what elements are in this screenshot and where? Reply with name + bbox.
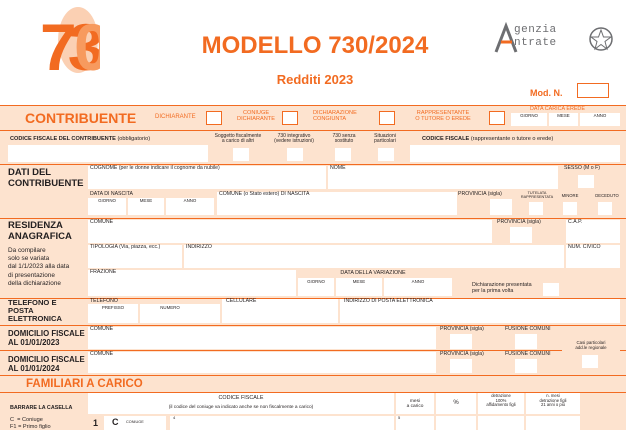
prima-volta-line2: per la prima volta (472, 288, 514, 294)
f1-legend: F1 = Primo figlio (10, 424, 51, 430)
detrazione-line3: affidamento figli (486, 402, 516, 408)
tutelata-line1: TUTELATA (527, 191, 547, 195)
domicilio-2023-title (8, 329, 85, 347)
prima-volta-field[interactable] (543, 283, 559, 296)
situazioni-line1: Situazioni (374, 133, 396, 139)
situazioni-line2: particolari (374, 138, 396, 145)
integrativo-field[interactable] (287, 148, 303, 161)
provincia-nascita-field[interactable] (490, 199, 512, 215)
integrativo-line2: (vedere istruzioni) (274, 138, 314, 145)
contribuente-title: CONTRIBUENTE (25, 110, 137, 126)
rappresentante-line1: RAPPRESENTANTE (416, 110, 470, 116)
c-legend: C = Coniuge (10, 417, 43, 423)
row-col5: 5 (398, 415, 401, 420)
agenzia-name-line2: ntrate (514, 37, 557, 49)
rappresentante-checkbox[interactable] (489, 111, 505, 125)
telefono-title (8, 299, 62, 323)
domicilio-2024-comune-field[interactable] (88, 352, 436, 373)
mesi-line1: mesi (409, 399, 421, 404)
senza-line1: 730 senza (332, 133, 356, 139)
coniuge-line1: CONIUGE (242, 110, 270, 116)
codice-fiscale-label (10, 136, 150, 142)
situazioni-particolari-label (362, 134, 408, 145)
variazione-anno-label: ANNO (411, 279, 425, 284)
residenza-note (8, 247, 69, 288)
provincia-nascita-label: PROVINCIA (sigla) (458, 191, 502, 197)
situazioni-particolari-field[interactable] (378, 148, 394, 161)
variazione-giorno-label: GIORNO (307, 279, 325, 284)
comune-nascita-label: COMUNE (o Stato estero) DI NASCITA (219, 191, 310, 197)
data-nascita-label: DATA DI NASCITA (90, 191, 133, 197)
senza-sostituto-label (322, 134, 366, 145)
residenza-provincia-label: PROVINCIA (sigla) (497, 219, 541, 225)
prima-volta-line1: Dichiarazione presentata (472, 282, 532, 288)
barrare-label: BARRARE LA CASELLA (10, 405, 73, 411)
domicilio-2024-line2: AL 01/01/2024 (8, 364, 60, 373)
tutelata-label (514, 191, 560, 199)
residenza-note-line4: di presentazione (8, 271, 55, 279)
data-carica-giorno-label: GIORNO (520, 113, 538, 118)
percent-header: % (453, 400, 459, 406)
row-number: 1 (93, 418, 99, 428)
nascita-giorno-label: GIORNO (98, 198, 116, 203)
cf-rappresentante-field[interactable] (410, 145, 620, 162)
domicilio-2023-fusione-label: FUSIONE COMUNI (505, 326, 551, 332)
familiari-title: FAMILIARI A CARICO (26, 378, 143, 390)
numero-label: NUMERO (160, 305, 180, 310)
dichiarazione-line1: DICHIARAZIONE (313, 110, 357, 116)
logo-730 (38, 2, 100, 78)
soggetto-label (208, 134, 268, 145)
dati-title-line1: DATI DEL (8, 167, 52, 178)
residenza-cap-label: C.A.P. (568, 219, 583, 225)
svg-text:73: 73 (40, 10, 96, 78)
domicilio-2023-line2: AL 01/01/2023 (8, 338, 60, 347)
dati-title-line2: CONTRIBUENTE (8, 177, 84, 189)
row-percent-field[interactable] (436, 416, 476, 430)
senza-line2: sostituto (334, 138, 354, 145)
deceduto-label: DECEDUTO (595, 193, 619, 198)
prima-volta-label (472, 282, 532, 294)
residenza-note-line5: della dichiarazione (8, 279, 61, 287)
residenza-comune-field[interactable] (88, 220, 492, 243)
domicilio-2024-provincia-label: PROVINCIA (sigla) (440, 351, 484, 357)
residenza-title (8, 221, 72, 242)
row-code: C (112, 417, 119, 427)
domicilio-2023-fusione-field[interactable] (515, 334, 537, 349)
domicilio-2024-title (8, 355, 85, 373)
residenza-note-line3: dal 1/1/2023 alla data (8, 263, 70, 271)
data-carica-anno-label: ANNO (593, 113, 607, 118)
residenza-note-line1: Da compilare (8, 247, 46, 254)
nome-label: NOME (330, 165, 346, 171)
nascita-mese-label: MESE (139, 198, 153, 203)
row-cf-field[interactable] (170, 416, 394, 430)
telefono-title-line2: POSTA (8, 306, 34, 315)
domicilio-2024-fusione-label: FUSIONE COMUNI (505, 351, 551, 357)
domicilio-2023-comune-label: COMUNE (90, 326, 114, 332)
agenzia-logo (494, 22, 624, 56)
telefono-label: TELEFONO (90, 298, 118, 304)
residenza-comune-label: COMUNE (90, 219, 114, 225)
num-civico-label: NUM. CIVICO (568, 244, 601, 250)
variazione-mese-label: MESE (352, 279, 366, 284)
telefono-title-line3: ELETTRONICA (8, 314, 62, 323)
integrativo-line1: 730 integrativo (277, 133, 311, 139)
cf-rappresentante-note: (rappresentante o tutore o erede) (470, 136, 554, 142)
residenza-note-line2: solo se variata (8, 255, 50, 263)
nmesi-line1: n. mesi (546, 393, 560, 398)
mesi-header (396, 399, 434, 410)
posta-label: INDIRIZZO DI POSTA ELETTRONICA (344, 298, 433, 304)
row-detrazione-field[interactable] (478, 416, 524, 430)
agenzia-name-line1: genzia (514, 24, 557, 36)
dichiarazione-congiunta-label (313, 110, 373, 123)
mod-n-label: Mod. N. (530, 88, 563, 98)
page-subtitle: Redditi 2023 (276, 72, 354, 87)
mesi-line2: a carico (406, 404, 424, 410)
svg-text:0: 0 (74, 10, 100, 78)
cf-header-note: (il codice del coniuge va indicato anche se non fiscalmente a carico) (168, 405, 314, 410)
obbligatorio-text: (obbligatorio) (117, 136, 151, 142)
prefisso-label: PREFISSO (101, 305, 125, 310)
detrazione-line2: 100% (495, 397, 507, 403)
soggetto-line1: Soggetto fiscalmente (214, 133, 262, 139)
rappresentante-label (408, 110, 478, 123)
sesso-field[interactable] (578, 175, 594, 188)
casi-particolari-field[interactable] (582, 355, 598, 368)
coniuge-label (236, 110, 276, 123)
codice-fiscale-label-text: CODICE FISCALE DEL CONTRIBUENTE (10, 136, 116, 142)
cf-header-label: CODICE FISCALE (218, 395, 264, 401)
tutelata-line2: RAPPRESENTATA (520, 195, 554, 200)
dichiarante-checkbox[interactable] (206, 111, 222, 125)
mod-n-field[interactable] (577, 83, 609, 98)
residenza-provincia-field[interactable] (510, 227, 532, 243)
casi-line2: add.le regionale (575, 344, 607, 350)
sesso-label: SESSO (M o F) (564, 165, 601, 171)
soggetto-field[interactable] (233, 148, 249, 161)
soggetto-line2: a carico di altri (221, 138, 255, 145)
domicilio-2023-line1: DOMICILIO FISCALE (8, 329, 85, 338)
domicilio-2023-provincia-label: PROVINCIA (sigla) (440, 326, 484, 332)
domicilio-2023-comune-field[interactable] (88, 327, 436, 349)
codice-fiscale-field[interactable] (8, 145, 208, 162)
detrazione-line1: detrazione (491, 393, 511, 398)
data-carica-erede-label: DATA CARICA EREDE (530, 106, 585, 112)
coniuge-line2: DICHIARANTE (237, 116, 275, 123)
domicilio-2024-provincia-field[interactable] (450, 359, 472, 373)
nmesi-header (526, 394, 580, 408)
nmesi-line3: 21 anni o più (541, 402, 565, 408)
detrazione-header (478, 394, 524, 408)
nome-field[interactable] (328, 166, 558, 189)
tipologia-label: TIPOLOGIA (Via, piazza, ecc.) (90, 244, 161, 250)
tutelata-field[interactable] (529, 202, 543, 215)
data-variazione-label: DATA DELLA VARIAZIONE (340, 270, 406, 276)
frazione-field[interactable] (88, 270, 296, 296)
domicilio-2024-fusione-field[interactable] (515, 359, 537, 373)
dichiarante-label: DICHIARANTE (155, 114, 196, 120)
data-carica-mese-label: MESE (557, 113, 570, 118)
rappresentante-line2: O TUTORE O EREDE (415, 116, 471, 123)
residenza-title-line2: ANAGRAFICA (8, 230, 72, 242)
minore-label: MINORE (561, 193, 579, 198)
telefono-title-line1: TELEFONO E (8, 298, 57, 307)
residenza-title-line1: RESIDENZA (8, 220, 63, 231)
nmesi-line2: detrazione figli (539, 397, 567, 403)
row-code-label: CONIUGE (126, 420, 144, 424)
page-title: MODELLO 730/2024 (201, 32, 429, 59)
emblem-icon (588, 24, 614, 54)
casi-particolari-label (564, 341, 618, 351)
domicilio-2024-line1: DOMICILIO FISCALE (8, 355, 85, 364)
cf-rappresentante-label (422, 136, 553, 142)
cellulare-label: CELLULARE (226, 298, 257, 304)
casi-line1: Casi particolari (576, 340, 606, 345)
nascita-anno-label: ANNO (183, 198, 197, 203)
deceduto-field[interactable] (598, 202, 612, 215)
dichiarazione-congiunta-checkbox[interactable] (379, 111, 395, 125)
indirizzo-field[interactable] (184, 245, 564, 268)
indirizzo-label: INDIRIZZO (186, 244, 212, 250)
minore-field[interactable] (563, 202, 577, 215)
coniuge-checkbox[interactable] (282, 111, 298, 125)
frazione-label: FRAZIONE (90, 269, 117, 275)
dichiarazione-line2: CONGIUNTA (313, 116, 347, 123)
cf-rappresentante-text: CODICE FISCALE (422, 136, 470, 142)
dati-title (8, 168, 83, 189)
row-nmesi-field[interactable] (526, 416, 580, 430)
domicilio-2023-provincia-field[interactable] (450, 334, 472, 349)
row-col4: 4 (173, 415, 176, 420)
cognome-label: COGNOME (per le donne indicare il cognome da nubile) (90, 165, 220, 171)
domicilio-2024-comune-label: COMUNE (90, 351, 114, 357)
integrativo-label (266, 134, 322, 145)
senza-sostituto-field[interactable] (335, 148, 351, 161)
row-mesi-field[interactable] (396, 416, 434, 430)
